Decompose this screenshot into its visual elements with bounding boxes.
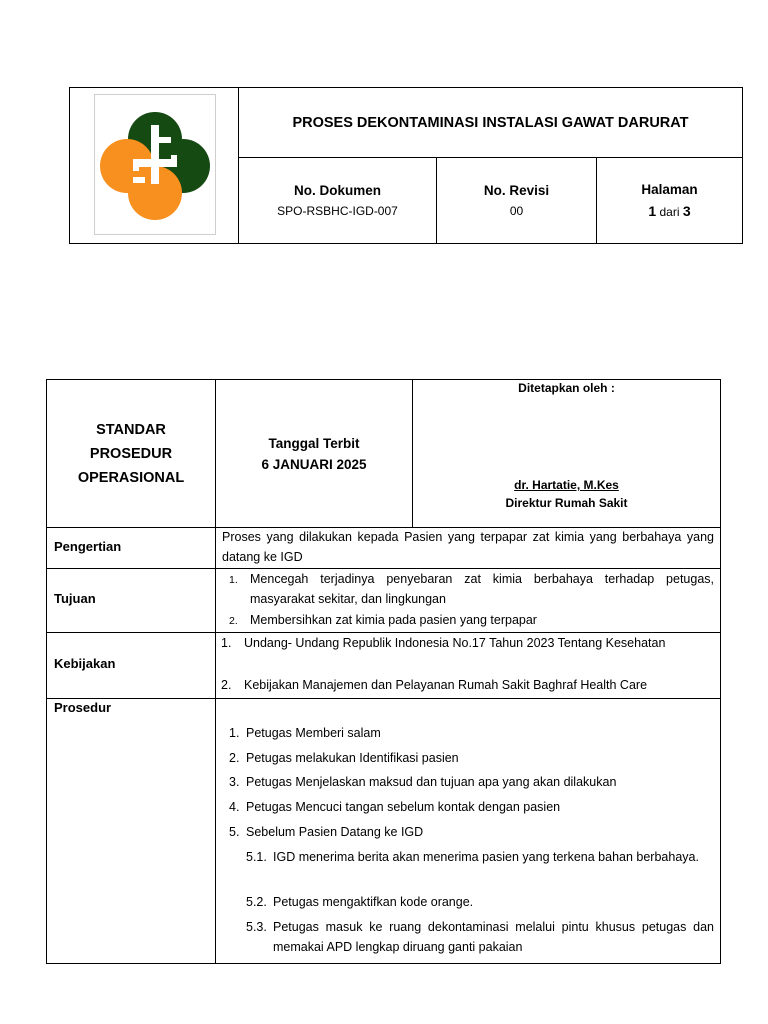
signer-name: dr. Hartatie, M.Kes	[514, 478, 619, 492]
prosedur-step: Sebelum Pasien Datang ke IGD	[246, 825, 424, 839]
logo-cell	[70, 88, 239, 243]
tujuan-item: Mencegah terjadinya penyebaran zat kimia berbahaya terhadap petugas, masyarakat sekitar, dan lingkungan	[250, 572, 714, 606]
set-by-label: Ditetapkan oleh :	[518, 381, 615, 395]
prosedur-substep-number: 5.1.	[246, 850, 267, 864]
issue-date-cell	[216, 380, 412, 527]
prosedur-step: Petugas Mencuci tangan sebelum kontak dengan pasien	[246, 800, 561, 814]
revision-label: No. Revisi	[483, 183, 550, 198]
page-separator: dari	[656, 205, 683, 219]
prosedur-substep: Petugas masuk ke ruang dekontaminasi melalui pintu khusus petugas dan memakai APD lengkap diruang ganti pakaian	[273, 920, 714, 954]
prosedur-substep: Petugas mengaktifkan kode orange.	[273, 895, 474, 909]
issue-date-label: Tanggal Terbit	[268, 435, 360, 451]
issue-date-value: 6 JANUARI 2025	[261, 456, 367, 472]
hospital-logo	[94, 94, 216, 235]
kebijakan-item: Kebijakan Manajemen dan Pelayanan Rumah Sakit Baghraf Health Care	[244, 678, 648, 692]
page-cell	[597, 158, 742, 243]
page-value	[648, 203, 690, 219]
tujuan-label: Tujuan	[54, 591, 96, 606]
prosedur-substep-number: 5.2.	[246, 895, 267, 909]
kebijakan-item-number: 1.	[221, 636, 232, 650]
doc-number-cell	[239, 158, 437, 243]
document-title: PROSES DEKONTAMINASI INSTALASI GAWAT DARURAT	[239, 88, 742, 158]
pengertian-text: Proses yang dilakukan kepada Pasien yang terpapar zat kimia yang berbahaya yang datang ke IGD	[222, 530, 714, 564]
approval-cell	[413, 380, 720, 527]
prosedur-step: Petugas Menjelaskan maksud dan tujuan apa yang akan dilakukan	[246, 775, 617, 789]
page-current: 1	[648, 203, 657, 219]
prosedur-step-number: 2.	[229, 751, 240, 765]
page-total: 3	[682, 203, 691, 219]
sop-table	[46, 379, 721, 964]
pengertian-label: Pengertian	[54, 539, 122, 554]
prosedur-step-number: 5.	[229, 825, 240, 839]
prosedur-step-number: 4.	[229, 800, 240, 814]
prosedur-step-number: 3.	[229, 775, 240, 789]
kebijakan-label: Kebijakan	[54, 656, 116, 671]
prosedur-step-number: 1.	[229, 726, 240, 740]
kebijakan-item-number: 2.	[221, 678, 232, 692]
prosedur-step: Petugas melakukan Identifikasi pasien	[246, 751, 459, 765]
sop-title-line3: OPERASIONAL	[77, 469, 185, 486]
revision-value: 00	[509, 204, 524, 218]
prosedur-step: Petugas Memberi salam	[246, 726, 381, 740]
revision-cell	[437, 158, 597, 243]
kebijakan-item: Undang- Undang Republik Indonesia No.17 Tahun 2023 Tentang Kesehatan	[244, 636, 666, 650]
sop-title-line2: PROSEDUR	[89, 445, 173, 462]
page-label: Halaman	[641, 182, 698, 197]
document-header	[69, 87, 743, 244]
signer-title: Direktur Rumah Sakit	[505, 496, 628, 510]
hospital-logo-icon	[95, 95, 215, 234]
doc-number-label: No. Dokumen	[293, 183, 381, 198]
sop-title	[47, 380, 215, 527]
sop-title-line1: STANDAR	[96, 421, 166, 438]
tujuan-item-number: 2.	[229, 615, 238, 627]
prosedur-substep: IGD menerima berita akan menerima pasien yang terkena bahan berbahaya.	[273, 850, 699, 864]
tujuan-item-number: 1.	[229, 574, 238, 586]
prosedur-substep-number: 5.3.	[246, 920, 267, 934]
doc-number-value: SPO-RSBHC-IGD-007	[277, 204, 398, 218]
tujuan-item: Membersihkan zat kimia pada pasien yang terpapar	[250, 613, 537, 627]
prosedur-label: Prosedur	[54, 700, 112, 715]
